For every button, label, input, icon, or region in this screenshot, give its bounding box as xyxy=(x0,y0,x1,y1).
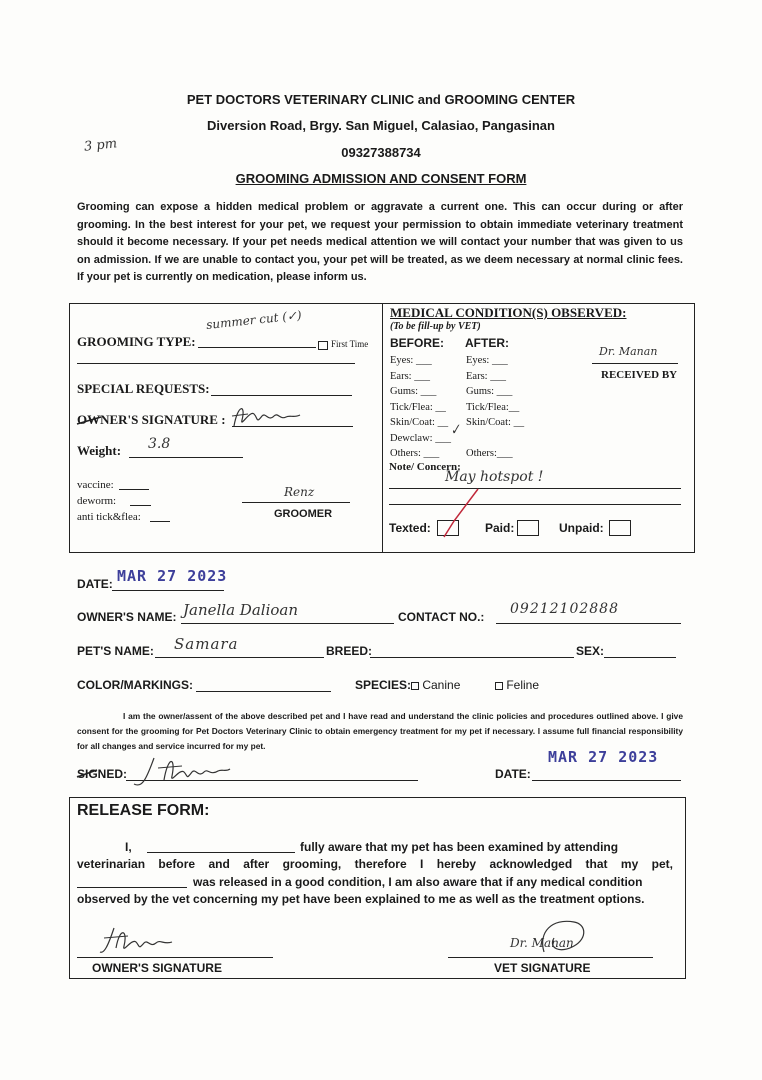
before-item-label: Skin/Coat: xyxy=(390,417,435,428)
release-pet-name-line xyxy=(77,887,187,888)
sex-label: SEX: xyxy=(576,644,605,658)
before-item: Skin/Coat: __ xyxy=(390,417,449,428)
received-by-line xyxy=(592,363,678,364)
after-item: Gums: ___ xyxy=(466,386,513,397)
feline-option[interactable] xyxy=(495,678,539,692)
weight-line xyxy=(129,457,243,458)
deworm-label: deworm: xyxy=(77,495,117,507)
vet-signature-line xyxy=(448,957,653,958)
owner-name-value[interactable]: Janella Dalioan xyxy=(183,601,298,619)
canine-label: Canine xyxy=(422,678,461,692)
grooming-type-line xyxy=(198,347,316,348)
release-text-3: was released in a good condition, I am also aware that if any medical condition xyxy=(193,875,643,889)
before-item-label: Eyes: xyxy=(390,355,414,366)
medical-title: MEDICAL CONDITION(S) OBSERVED: xyxy=(390,305,627,320)
special-requests-line xyxy=(211,395,352,396)
form-title: GROOMING ADMISSION AND CONSENT FORM xyxy=(235,171,527,186)
unpaid-checkbox[interactable] xyxy=(607,519,631,537)
release-text-1b: fully aware that my pet has been examined by attending xyxy=(300,840,619,854)
signed-label: SIGNED: xyxy=(77,767,128,781)
medical-subtitle: (To be fill-up by VET) xyxy=(390,321,481,332)
before-item-label: Dewclaw: xyxy=(390,432,433,444)
vaccine-label: vaccine: xyxy=(77,479,114,491)
clinic-phone: 09327388734 xyxy=(341,145,421,160)
first-time-checkbox[interactable] xyxy=(318,337,328,355)
grooming-type-value[interactable]: summer cut (✓) xyxy=(205,308,303,332)
grooming-type-label: GROOMING TYPE: xyxy=(77,334,196,349)
first-time-label: First Time xyxy=(331,339,369,349)
deworm-line xyxy=(130,505,151,506)
after-item: Eyes: ___ xyxy=(466,355,508,366)
before-item: Dewclaw: ___ xyxy=(390,432,451,444)
dewclaw-check-mark: ✓ xyxy=(448,421,463,440)
date-label: DATE: xyxy=(77,577,113,591)
contact-label: CONTACT NO.: xyxy=(398,610,485,624)
consent-paragraph: I am the owner/assent of the above described pet and I have read and understand the clinic policies and procedures outlined above. I give consent for the grooming for Pet Doctors Veterinary Clinic to obtain emergency treatment for my pet if necessary. I assume full financial responsibility for all changes and service incurred for my pet. xyxy=(77,711,683,751)
anti-tick-label: anti tick&flea: xyxy=(77,511,141,523)
release-owner-signature-line xyxy=(77,957,273,958)
handwritten-time: 3 pm xyxy=(83,136,118,155)
special-requests-label: SPECIAL REQUESTS: xyxy=(77,381,210,396)
before-item: Tick/Flea: __ xyxy=(390,401,446,413)
strike-mark-icon xyxy=(75,414,103,428)
pet-name-value[interactable]: Samara xyxy=(174,635,239,653)
before-item-label: Gums: xyxy=(390,386,419,397)
release-text-1a: I, xyxy=(125,840,132,854)
note-line-2 xyxy=(389,504,681,505)
date-stamp: MAR 27 2023 xyxy=(117,567,228,585)
date-line xyxy=(112,590,224,591)
after-item-label: Eyes: xyxy=(466,355,490,366)
owner-signature-image xyxy=(228,400,304,432)
release-text-2: veterinarian before and after grooming, therefore I hereby acknowledged that my pet, xyxy=(77,857,673,871)
grooming-type-line-2 xyxy=(77,363,355,364)
after-item: Skin/Coat: __ xyxy=(466,417,525,428)
signed-signature-image xyxy=(124,750,234,790)
anti-tick-line xyxy=(150,521,170,522)
color-line xyxy=(196,691,331,692)
after-item-label: Tick/Flea: xyxy=(466,401,509,413)
breed-label: BREED: xyxy=(326,644,373,658)
after-item-label: Skin/Coat: xyxy=(466,417,511,428)
after-item-label: Gums: xyxy=(466,386,495,397)
clinic-address: Diversion Road, Brgy. San Miguel, Calasiao, Pangasinan xyxy=(207,118,555,133)
red-check-icon xyxy=(436,485,486,541)
before-item: Eyes: ___ xyxy=(390,355,432,366)
after-label: AFTER: xyxy=(465,336,509,350)
owner-signature-label: OWNER'S SIGNATURE : xyxy=(77,412,226,427)
texted-label: Texted: xyxy=(389,521,431,535)
groomer-name: Renz xyxy=(284,485,315,499)
release-text-4: observed by the vet concerning my pet have been explained to me as well as the treatment options. xyxy=(77,892,645,906)
before-item-label: Tick/Flea: xyxy=(390,401,433,413)
signed-date-stamp: MAR 27 2023 xyxy=(548,748,659,766)
after-item: Others:___ xyxy=(466,448,513,459)
sex-line xyxy=(604,657,676,658)
weight-value[interactable]: 3.8 xyxy=(148,436,171,452)
after-list xyxy=(466,353,524,462)
signed-date-label: DATE: xyxy=(495,767,531,781)
box-divider xyxy=(382,303,383,553)
groomer-line xyxy=(242,502,350,503)
vet-signature-label: VET SIGNATURE xyxy=(494,961,591,975)
before-item: Ears: ___ xyxy=(390,370,430,382)
after-item-label: Ears: xyxy=(466,370,488,382)
unpaid-label: Unpaid: xyxy=(559,521,604,535)
vet-signature-image xyxy=(534,912,594,962)
weight-label: Weight: xyxy=(77,443,122,458)
after-item-label: Others: xyxy=(466,448,497,459)
release-title: RELEASE FORM: xyxy=(77,802,210,819)
received-by-name: Dr. Manan xyxy=(599,345,658,358)
before-item-label: Others: xyxy=(390,448,421,459)
note-value[interactable]: May hotspot ! xyxy=(445,469,544,485)
canine-option[interactable] xyxy=(411,678,460,692)
contact-value[interactable]: 09212102888 xyxy=(510,601,619,617)
paid-label: Paid: xyxy=(485,521,515,535)
note-label: Note/ Concern: xyxy=(389,461,461,473)
feline-label: Feline xyxy=(506,678,540,692)
groomer-label: GROOMER xyxy=(274,508,333,520)
before-item: Others: ___ xyxy=(390,448,440,459)
before-item: Gums: ___ xyxy=(390,386,437,397)
before-label: BEFORE: xyxy=(390,336,444,350)
owner-name-label: OWNER'S NAME: xyxy=(77,610,177,624)
received-by-label: RECEIVED BY xyxy=(601,369,678,381)
vet-signature-handwritten: Dr. Manan xyxy=(510,936,574,950)
color-label: COLOR/MARKINGS: xyxy=(77,678,193,692)
breed-line xyxy=(370,657,574,658)
strike-mark-icon xyxy=(75,767,99,781)
after-item: Ears: ___ xyxy=(466,370,506,382)
species-label: SPECIES: xyxy=(355,678,412,692)
release-owner-name-line xyxy=(147,852,295,853)
after-item: Tick/Flea:__ xyxy=(466,401,520,413)
signed-date-line xyxy=(532,780,681,781)
pet-name-label: PET'S NAME: xyxy=(77,644,154,658)
pet-name-line xyxy=(155,657,324,658)
clinic-name: PET DOCTORS VETERINARY CLINIC and GROOMING CENTER xyxy=(186,92,576,107)
paid-checkbox[interactable] xyxy=(515,519,539,537)
before-item-label: Ears: xyxy=(390,370,412,382)
intro-paragraph: Grooming can expose a hidden medical problem or aggravate a current one. This can occur during or after grooming. In the best interest for your pet, we request your permission to obtain immediate veterinary treatment should it become necessary. If your pet needs medical attention we will contact your number that was given to us on admission. If we are unable to contact you, your pet will be treated, as we deem necessary at normal clinic fees. If your pet is currently on medication, please inform us. xyxy=(77,201,683,284)
note-line-1 xyxy=(389,488,681,489)
vaccine-line xyxy=(119,489,149,490)
before-list xyxy=(390,353,451,462)
owner-name-line xyxy=(181,623,394,624)
release-owner-signature-label: OWNER'S SIGNATURE xyxy=(92,961,222,975)
release-owner-signature-image xyxy=(98,924,178,960)
contact-line xyxy=(496,623,681,624)
